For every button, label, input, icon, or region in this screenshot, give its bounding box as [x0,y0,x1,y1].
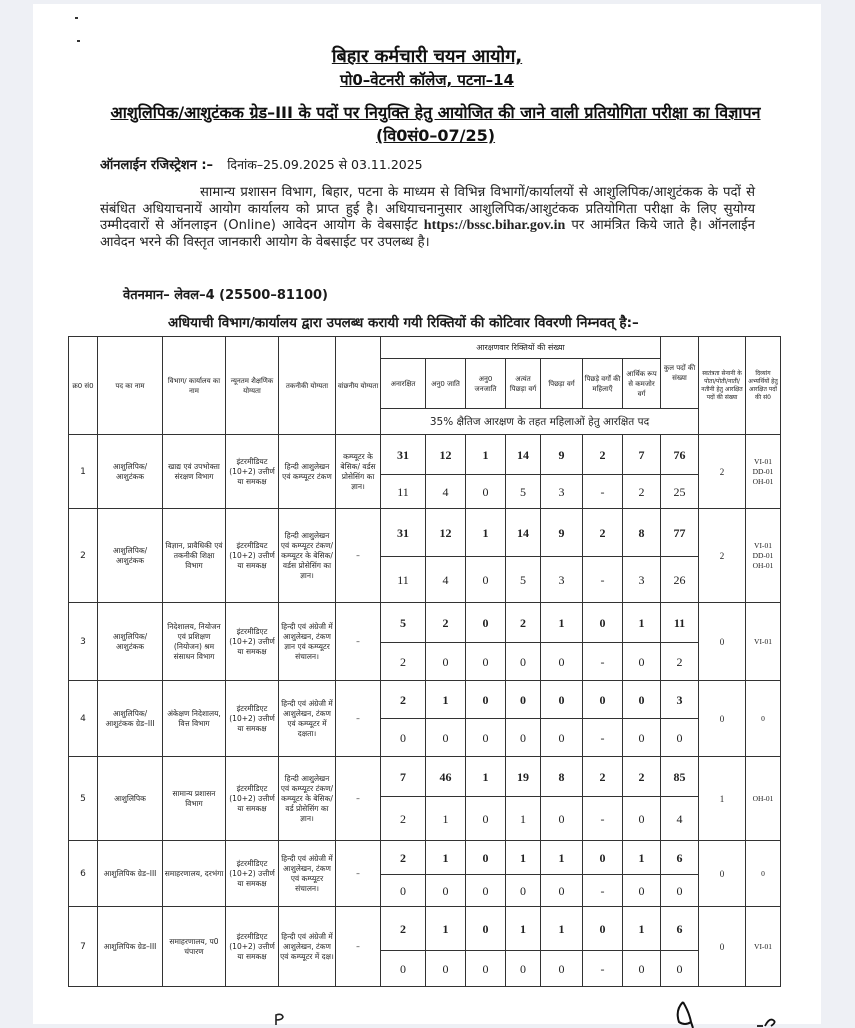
header-category: अनारक्षित [381,359,426,409]
org-name: बिहार कर्मचारी चयन आयोग, [331,46,523,67]
document-page [33,4,821,1024]
table-row [69,757,781,797]
cell-vacancy-women: 0 [426,875,466,907]
cell-vacancy-women: 0 [466,557,506,603]
header-category: अत्यंत पिछड़ा वर्ग [506,359,541,409]
cell-vacancy-women: 25 [661,475,699,509]
cell-vacancy-total: 7 [381,757,426,797]
cell-post: आशुलिपिक ग्रेड–III [98,841,163,907]
header-desirable: वांछनीय योग्यता [336,337,381,435]
cell-vacancy-total: 77 [661,509,699,557]
cell-vacancy-women: 0 [541,643,583,681]
header-edu: न्यूनतम शैक्षणिक योग्यता [226,337,279,435]
cell-vacancy-women: 1 [426,797,466,841]
cell-vacancy-total: 2 [583,757,623,797]
scan-speck [75,17,78,19]
cell-vacancy-total: 2 [381,907,426,951]
cell-vacancy-total: 1 [541,907,583,951]
cell-vacancy-total: 1 [426,681,466,719]
cell-vacancy-total: 31 [381,435,426,475]
cell-vacancy-total: 5 [381,603,426,643]
cell-vacancy-total: 1 [623,841,661,875]
intro-paragraph [100,185,755,251]
cell-vacancy-total: 14 [506,435,541,475]
table-row [69,681,781,719]
cell-vacancy-total: 0 [466,907,506,951]
cell-vacancy-total: 6 [661,841,699,875]
header-freedom-fighter: स्वतंत्रता सेनानी के पोता/पोती/नाती/नतीनी हेतु आरक्षित पदों की संख्या [699,337,746,435]
cell-vacancy-women: - [583,475,623,509]
cell-sno: 4 [69,681,98,757]
cell-desirable: कम्प्यूटर के बेसिक/ वर्डस प्रोसेसिंग का ज्ञान। [336,435,381,509]
cell-vacancy-total: 2 [426,603,466,643]
cell-vacancy-total: 1 [506,841,541,875]
cell-post: आशुलिपिक/ आशुटंकक [98,509,163,603]
cell-freedom-fighter: 0 [699,907,746,987]
cell-vacancy-women: 0 [506,643,541,681]
header-category: पिछड़ा वर्ग [541,359,583,409]
cell-vacancy-women: 0 [426,951,466,987]
cell-vacancy-total: 0 [466,841,506,875]
table-row [69,603,781,643]
cell-vacancy-total: 7 [623,435,661,475]
cell-post: आशुलिपिक [98,757,163,841]
cell-vacancy-women: 2 [381,797,426,841]
cell-tech: हिन्दी एवं अंग्रेजी में आशुलेखन, टंकण एवं कम्प्यूटर संचालन। [279,841,336,907]
cell-divyang: VI-01 [746,907,781,987]
cell-tech: हिन्दी आशुलेखन एवं कम्प्यूटर टंकण [279,435,336,509]
cell-vacancy-women: 0 [381,719,426,757]
table-heading: अधियाची विभाग/कार्यालय द्वारा उपलब्ध करायी गयी रिक्तियों की कोटिवार विवरणी निम्नवत् है:– [168,315,639,331]
cell-vacancy-women: 3 [541,475,583,509]
cell-desirable: – [336,603,381,681]
cell-vacancy-women: 2 [623,475,661,509]
cell-vacancy-total: 8 [623,509,661,557]
scan-speck [77,40,80,42]
cell-vacancy-total: 9 [541,509,583,557]
cell-tech: हिन्दी एवं अंग्रेजी में आशुलेखन, टंकण एवं कम्प्यूटर में दक्ष। [279,907,336,987]
table-row [69,435,781,475]
table-row [69,841,781,875]
table-row [69,907,781,951]
cell-vacancy-women: 0 [623,951,661,987]
cell-vacancy-women: 11 [381,475,426,509]
cell-vacancy-total: 9 [541,435,583,475]
cell-vacancy-women: 0 [466,719,506,757]
cell-dept: विज्ञान, प्रावैधिकी एवं तकनीकी शिक्षा विभाग [163,509,226,603]
cell-vacancy-women: 0 [381,875,426,907]
cell-vacancy-total: 19 [506,757,541,797]
header-sno: क्र0 सं0 [69,337,98,435]
cell-dept: निदेशालय, नियोजन एवं प्रशिक्षण (नियोजन) श्रम संसाधन विभाग [163,603,226,681]
cell-vacancy-women: - [583,643,623,681]
cell-vacancy-women: 0 [623,719,661,757]
cell-vacancy-total: 1 [466,757,506,797]
cell-edu: इंटरमीडियट (10+2) उत्तीर्ण या समकक्ष [226,509,279,603]
cell-desirable: – [336,509,381,603]
cell-desirable: – [336,907,381,987]
cell-vacancy-total: 0 [506,681,541,719]
cell-vacancy-total: 8 [541,757,583,797]
cell-vacancy-total: 0 [583,603,623,643]
cell-vacancy-women: 4 [426,557,466,603]
header-tech: तकनीकी योग्यता [279,337,336,435]
cell-dept: अंकेक्षण निदेशालय, वित्त विभाग [163,681,226,757]
cell-vacancy-women: 0 [506,951,541,987]
cell-vacancy-total: 0 [466,681,506,719]
cell-vacancy-total: 1 [506,907,541,951]
cell-vacancy-total: 1 [623,603,661,643]
registration-label: ऑनलाईन रजिस्ट्रेशन :– [100,158,214,173]
cell-vacancy-women: 0 [506,875,541,907]
cell-desirable: – [336,681,381,757]
cell-divyang: VI-01 [746,603,781,681]
cell-desirable: – [336,841,381,907]
cell-vacancy-total: 1 [426,841,466,875]
cell-sno: 1 [69,435,98,509]
notice-title: आशुलिपिक/आशुटंकक ग्रेड–III के पदों पर नियुक्ति हेतु आयोजित की जाने वाली प्रतियोगिता परीक्षा का विज्ञापन (वि0सं0–07/25) [110,103,761,145]
cell-vacancy-total: 85 [661,757,699,797]
cell-divyang: 0 [746,681,781,757]
cell-vacancy-women: 0 [623,797,661,841]
cell-vacancy-total: 0 [466,603,506,643]
cell-vacancy-women: 0 [661,951,699,987]
intro-text-2: पर आमंत्रित किये जाते है। ऑनलाईन आवेदन भरने की विस्तृत जानकारी आयोग के वेबसाईट पर उपलब्ध है। [100,218,755,250]
cell-vacancy-total: 0 [583,681,623,719]
cell-vacancy-total: 46 [426,757,466,797]
cell-desirable: – [336,757,381,841]
cell-vacancy-total: 0 [623,681,661,719]
cell-sno: 6 [69,841,98,907]
cell-vacancy-total: 2 [583,435,623,475]
cell-vacancy-total: 14 [506,509,541,557]
cell-vacancy-women: 4 [426,475,466,509]
cell-vacancy-women: - [583,719,623,757]
cell-post: आशुलिपिक/ आशुटंकक [98,603,163,681]
cell-vacancy-women: 0 [426,643,466,681]
cell-vacancy-total: 1 [466,509,506,557]
cell-freedom-fighter: 0 [699,603,746,681]
cell-vacancy-total: 0 [541,681,583,719]
cell-tech: हिन्दी एवं अंग्रेजी में आशुलेखन, टंकण एवं कम्प्यूटर में दक्षता। [279,681,336,757]
cell-sno: 2 [69,509,98,603]
cell-vacancy-women: 2 [661,643,699,681]
cell-vacancy-women: - [583,951,623,987]
cell-vacancy-women: 0 [623,875,661,907]
header-category: अनु0 जाति [426,359,466,409]
cell-vacancy-women: 3 [623,557,661,603]
cell-vacancy-total: 2 [583,509,623,557]
header-women-note: 35% क्षैतिज आरक्षण के तहत महिलाओं हेतु आरक्षित पद [381,409,699,435]
cell-vacancy-women: 0 [381,951,426,987]
header-category: आर्थिक रूप से कमजोर वर्ग [623,359,661,409]
cell-vacancy-total: 1 [466,435,506,475]
cell-vacancy-total: 1 [623,907,661,951]
vacancy-table [68,336,781,987]
cell-vacancy-women: 4 [661,797,699,841]
cell-post: आशुलिपिक ग्रेड–III [98,907,163,987]
cell-vacancy-women: 0 [661,875,699,907]
cell-vacancy-women: - [583,557,623,603]
cell-vacancy-total: 76 [661,435,699,475]
pay-scale: वेतनमान– लेवल–4 (25500–81100) [123,288,328,303]
cell-dept: समाहरणालय, प0 चंपारण [163,907,226,987]
cell-vacancy-total: 6 [661,907,699,951]
cell-vacancy-total: 31 [381,509,426,557]
cell-freedom-fighter: 0 [699,681,746,757]
cell-vacancy-women: 11 [381,557,426,603]
header-divyang: दिव्यांग अभ्यर्थियों हेतु आरक्षित पदों की सं0 [746,337,781,435]
cell-freedom-fighter: 1 [699,757,746,841]
cell-vacancy-total: 1 [541,841,583,875]
cell-vacancy-women: 0 [466,797,506,841]
cell-vacancy-total: 1 [426,907,466,951]
cell-tech: हिन्दी आशुलेखन एवं कम्प्यूटर टंकण/ कम्प्यूटर के बेसिक/वर्ड प्रोसेसिंग का ज्ञान। [279,757,336,841]
cell-edu: इंटरमीडिएट (10+2) उत्तीर्ण या समकक्ष [226,907,279,987]
cell-vacancy-total: 0 [583,841,623,875]
cell-vacancy-total: 11 [661,603,699,643]
cell-freedom-fighter: 0 [699,841,746,907]
cell-tech: हिन्दी एवं अंग्रेजी में आशुलेखन, टंकण ज्ञान एवं कम्प्यूटर संचालन। [279,603,336,681]
cell-vacancy-women: 5 [506,475,541,509]
cell-vacancy-total: 12 [426,435,466,475]
cell-edu: इंटरमीडिएट (10+2) उत्तीर्ण या समकक्ष [226,681,279,757]
intro-text-1: सामान्य प्रशासन विभाग, बिहार, पटना के माध्यम से विभिन्न विभागों/कार्यालयों से आशुलिपिक/आशुटंकक के पदों से संबंधित अधियाचनायें आयोग कार्यालय को प्राप्त हुई है। अधियाचनानुसार आशुलिपिक/आशुटंकक प्रतियोगिता परीक्षा के लिए सुयोग्य उम्मीदवारों से ऑनलाइन (Online) आवेदन आयोग के वेबसाईट [100,185,755,233]
cell-edu: इंटरमीडिएट (10+2) उत्तीर्ण या समकक्ष [226,603,279,681]
cell-freedom-fighter: 2 [699,509,746,603]
cell-edu: इंटरमीडिएट (10+2) उत्तीर्ण या समकक्ष [226,757,279,841]
cell-dept: समाहरणालय, दरभंगा [163,841,226,907]
cell-vacancy-women: 0 [506,719,541,757]
cell-vacancy-women: 0 [466,475,506,509]
cell-sno: 3 [69,603,98,681]
handwritten-initial [755,1016,779,1028]
cell-vacancy-total: 2 [623,757,661,797]
cell-vacancy-women: 0 [541,951,583,987]
cell-vacancy-total: 2 [381,841,426,875]
cell-vacancy-women: 0 [466,875,506,907]
cell-vacancy-total: 1 [541,603,583,643]
cell-vacancy-women: 0 [541,797,583,841]
cell-vacancy-women: 3 [541,557,583,603]
cell-edu: इंटरमीडिएट (10+2) उत्तीर्ण या समकक्ष [226,841,279,907]
table-row [69,509,781,557]
website-link[interactable]: https://bssc.bihar.gov.in [423,218,566,233]
header-dept: विभाग/ कार्यालय का नाम [163,337,226,435]
header-category: अनु0 जनजाति [466,359,506,409]
cell-edu: इंटरमीडियट (10+2) उत्तीर्ण या समकक्ष [226,435,279,509]
cell-vacancy-women: - [583,797,623,841]
org-address: पो0–वेटनरी कॉलेज, पटना–14 [339,71,515,89]
cell-dept: सामान्य प्रशासन विभाग [163,757,226,841]
cell-vacancy-total: 2 [506,603,541,643]
cell-divyang: VI-01 DD-01 OH-01 [746,435,781,509]
cell-divyang: VI-01 DD-01 OH-01 [746,509,781,603]
cell-vacancy-women: 0 [541,875,583,907]
cell-vacancy-total: 0 [583,907,623,951]
cell-vacancy-women: 2 [381,643,426,681]
cell-tech: हिन्दी आशुलेखन एवं कम्प्यूटर टंकण/ कम्प्यूटर के बेसिक/ वर्डस प्रोसेसिंग का ज्ञान। [279,509,336,603]
header-reservation-group: आरक्षणवार रिक्तियों की संख्या [381,337,661,359]
cell-sno: 5 [69,757,98,841]
cell-freedom-fighter: 2 [699,435,746,509]
cell-post: आशुलिपिक/ आशुटंकक [98,435,163,509]
cell-vacancy-women: 26 [661,557,699,603]
cell-vacancy-women: - [583,875,623,907]
cell-vacancy-women: 0 [466,951,506,987]
cell-vacancy-women: 1 [506,797,541,841]
cell-divyang: OH-01 [746,757,781,841]
header-post: पद का नाम [98,337,163,435]
header-category: पिछड़े वर्गों की महिलाएँ [583,359,623,409]
cell-dept: खाद्य एवं उपभोक्ता संरक्षण विभाग [163,435,226,509]
cell-sno: 7 [69,907,98,987]
cell-vacancy-women: 0 [541,719,583,757]
registration-dates: दिनांक–25.09.2025 से 03.11.2025 [227,157,423,172]
cell-vacancy-total: 3 [661,681,699,719]
cell-vacancy-women: 0 [661,719,699,757]
cell-vacancy-total: 12 [426,509,466,557]
registration-line [100,155,423,173]
header-total: कुल पदों की संख्या [661,337,699,409]
cell-post: आशुलिपिक/ आशुटंकक ग्रेड–III [98,681,163,757]
cell-vacancy-total: 2 [381,681,426,719]
cell-vacancy-women: 0 [466,643,506,681]
cell-divyang: 0 [746,841,781,907]
cell-vacancy-women: 0 [623,643,661,681]
cell-vacancy-women: 0 [426,719,466,757]
cell-vacancy-women: 5 [506,557,541,603]
